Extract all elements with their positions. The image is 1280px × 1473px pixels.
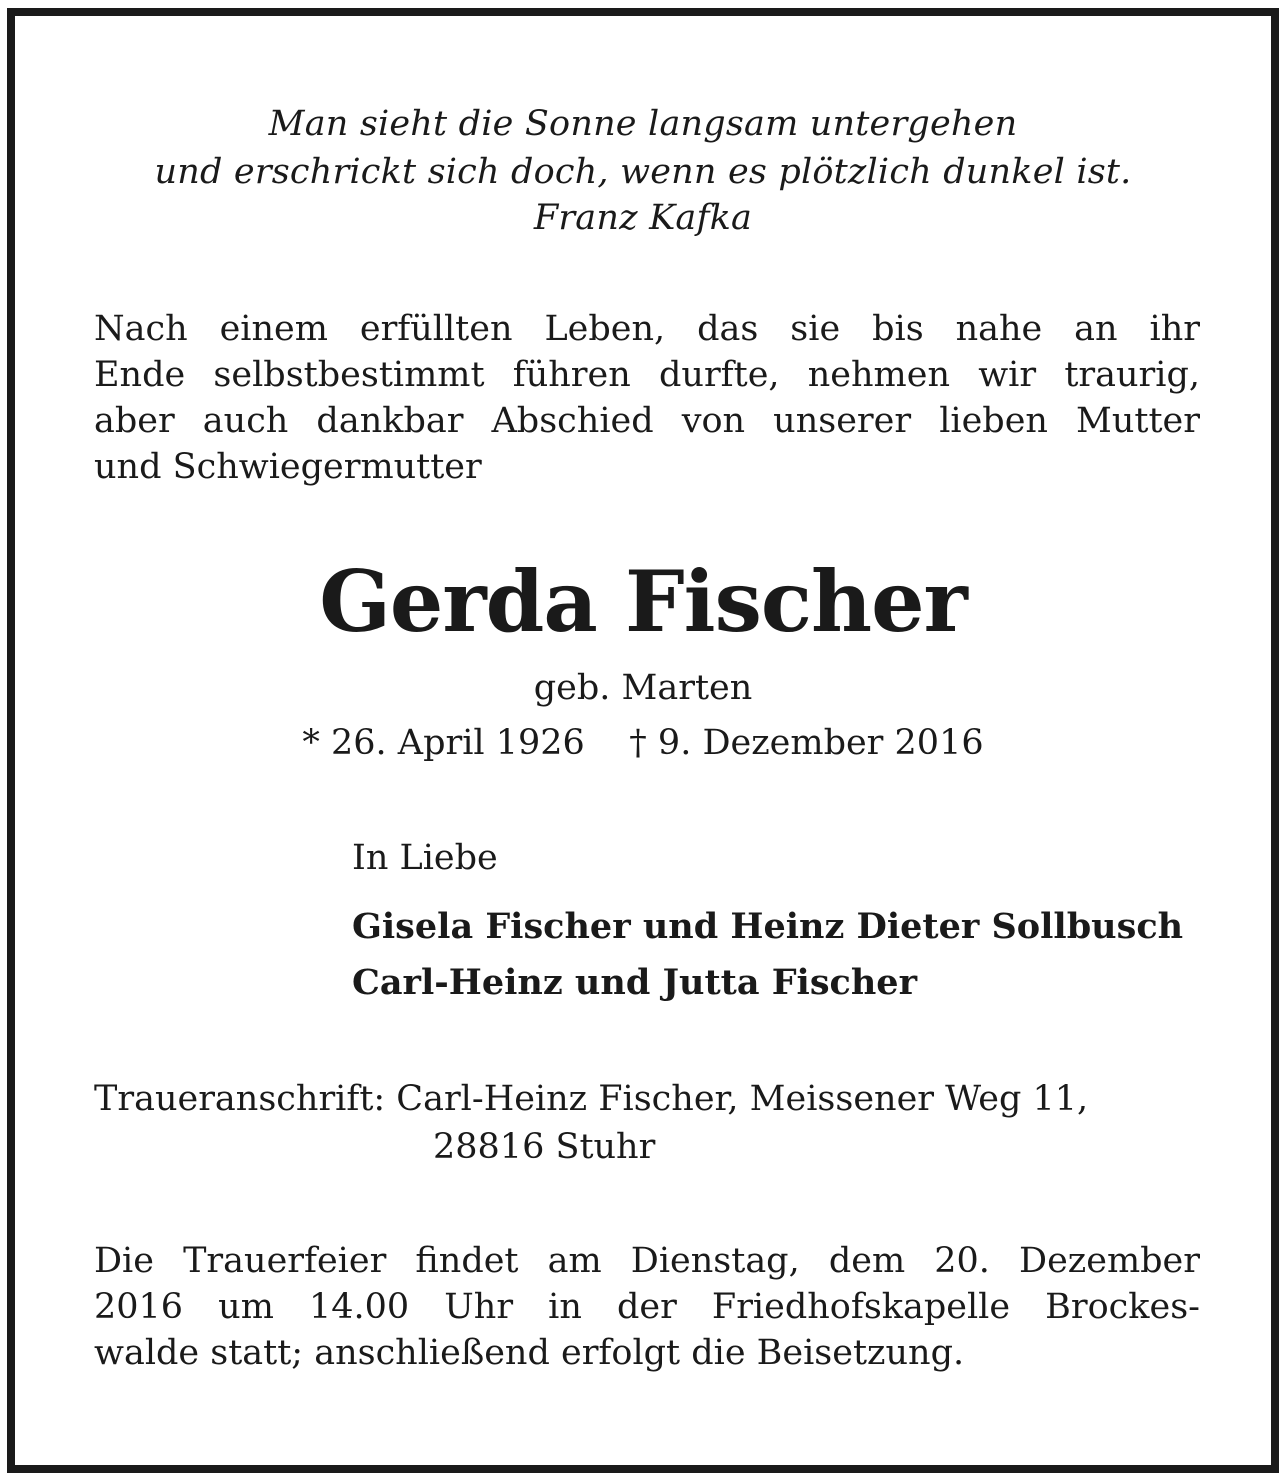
funeral-line-1: Die Trauerfeier findet am Dienstag, dem 20. Dezember [94,1241,1200,1281]
obituary-frame [7,8,1279,1473]
intro-line-3: aber auch dankbar Abschied von unserer lieben Mutter [94,401,1200,441]
intro-line-4: und Schwiegermutter [94,447,482,487]
quote-line-2: und erschrickt sich doch, wenn es plötzlich dunkel ist. [154,152,1132,192]
mourners-label: In Liebe [352,838,498,878]
mourners-line-1: Gisela Fischer und Heinz Dieter Sollbusch [352,906,1184,947]
mourners-line-2: Carl-Heinz und Jutta Fischer [352,962,918,1003]
address-line-2: 28816 Stuhr [433,1127,656,1167]
life-dates: * 26. April 1926 † 9. Dezember 2016 [302,723,984,763]
funeral-line-2: 2016 um 14.00 Uhr in der Friedhofskapelle Brockes- [94,1287,1200,1327]
quote-line-1: Man sieht die Sonne langsam untergehen [268,104,1018,144]
maiden-name: geb. Marten [533,668,753,708]
intro-line-1: Nach einem erfüllten Leben, das sie bis nahe an ihr [94,309,1200,349]
funeral-line-3: walde statt; anschließend erfolgt die Beisetzung. [94,1333,965,1373]
intro-line-2: Ende selbstbestimmt führen durfte, nehmen wir traurig, [94,355,1200,395]
quote-author: Franz Kafka [533,198,753,238]
address-line-1: Traueranschrift: Carl-Heinz Fischer, Meissener Weg 11, [94,1079,1089,1119]
deceased-name: Gerda Fischer [319,552,967,651]
